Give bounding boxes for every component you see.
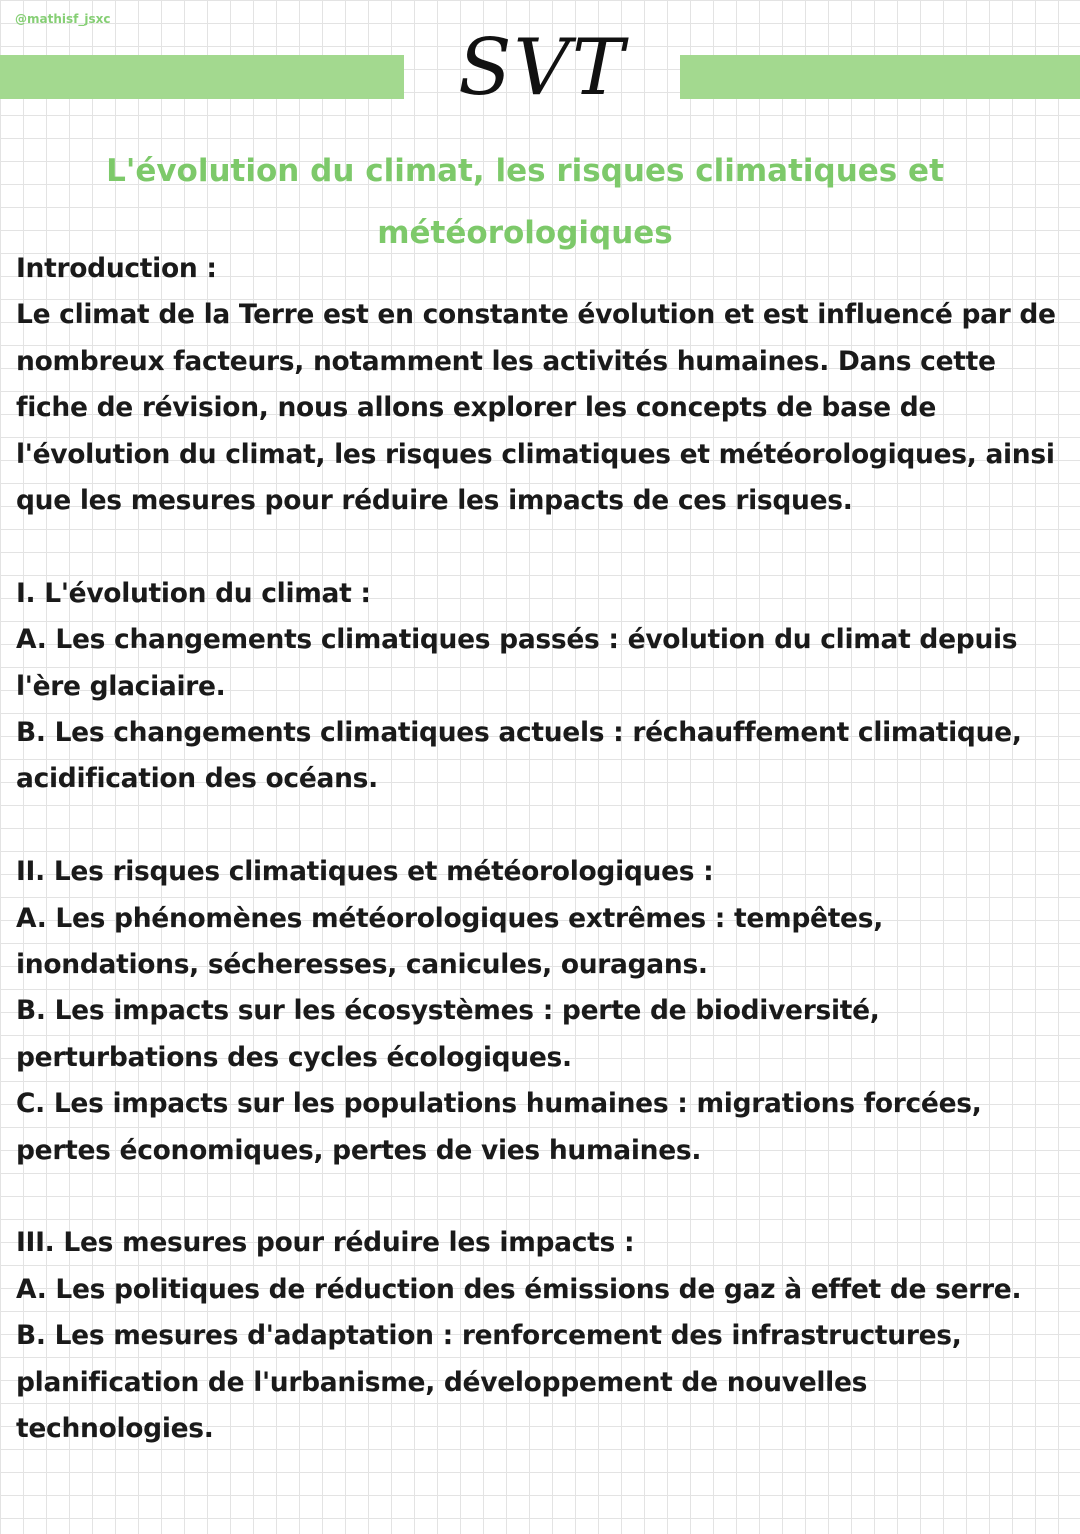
title-band-left — [0, 55, 404, 99]
section-item: B. Les mesures d'adaptation : renforcement des infrastructures, planification de l'urbanisme, développement de nouvelles technologies. — [16, 1320, 962, 1445]
section-item: A. Les changements climatiques passés : évolution du climat depuis l'ère glaciaire. — [16, 624, 1018, 702]
section-item: C. Les impacts sur les populations humaines : migrations forcées, pertes économiques, pertes de vies humaines. — [16, 1088, 982, 1166]
section-item: A. Les phénomènes météorologiques extrêmes : tempêtes, inondations, sécheresses, canicules, ouragans. — [16, 902, 883, 981]
document-body — [16, 246, 1071, 1453]
paragraph-spacer — [16, 524, 1071, 570]
section-heading: III. Les mesures pour réduire les impacts : — [16, 1227, 635, 1259]
author-handle: @mathisf_jsxc — [15, 12, 111, 26]
paragraph-spacer — [16, 1174, 1071, 1220]
title-band-right — [680, 55, 1080, 99]
section-heading: I. L'évolution du climat : — [16, 577, 371, 609]
introduction-text: Le climat de la Terre est en constante évolution et est influencé par de nombreux facteurs, notamment les activités humaines. Dans cette fiche de révision, nous allons explorer les concepts de base de l'évolution du climat, les risques climatiques et météorologiques, ainsi que les mesures pour réduire les impacts de ces risques. — [16, 299, 1056, 517]
section-item: A. Les politiques de réduction des émissions de gaz à effet de serre. — [16, 1273, 1022, 1305]
page-title: SVT — [458, 23, 626, 113]
paragraph-spacer — [16, 803, 1071, 849]
section-item: B. Les impacts sur les écosystèmes : perte de biodiversité, perturbations des cycles écologiques. — [16, 995, 880, 1073]
section-heading: II. Les risques climatiques et météorologiques : — [16, 856, 714, 888]
introduction-heading: Introduction : — [16, 253, 217, 284]
section-item: B. Les changements climatiques actuels : réchauffement climatique, acidification des océans. — [16, 717, 1022, 795]
document-subtitle: L'évolution du climat, les risques climatiques et météorologiques — [106, 153, 944, 251]
